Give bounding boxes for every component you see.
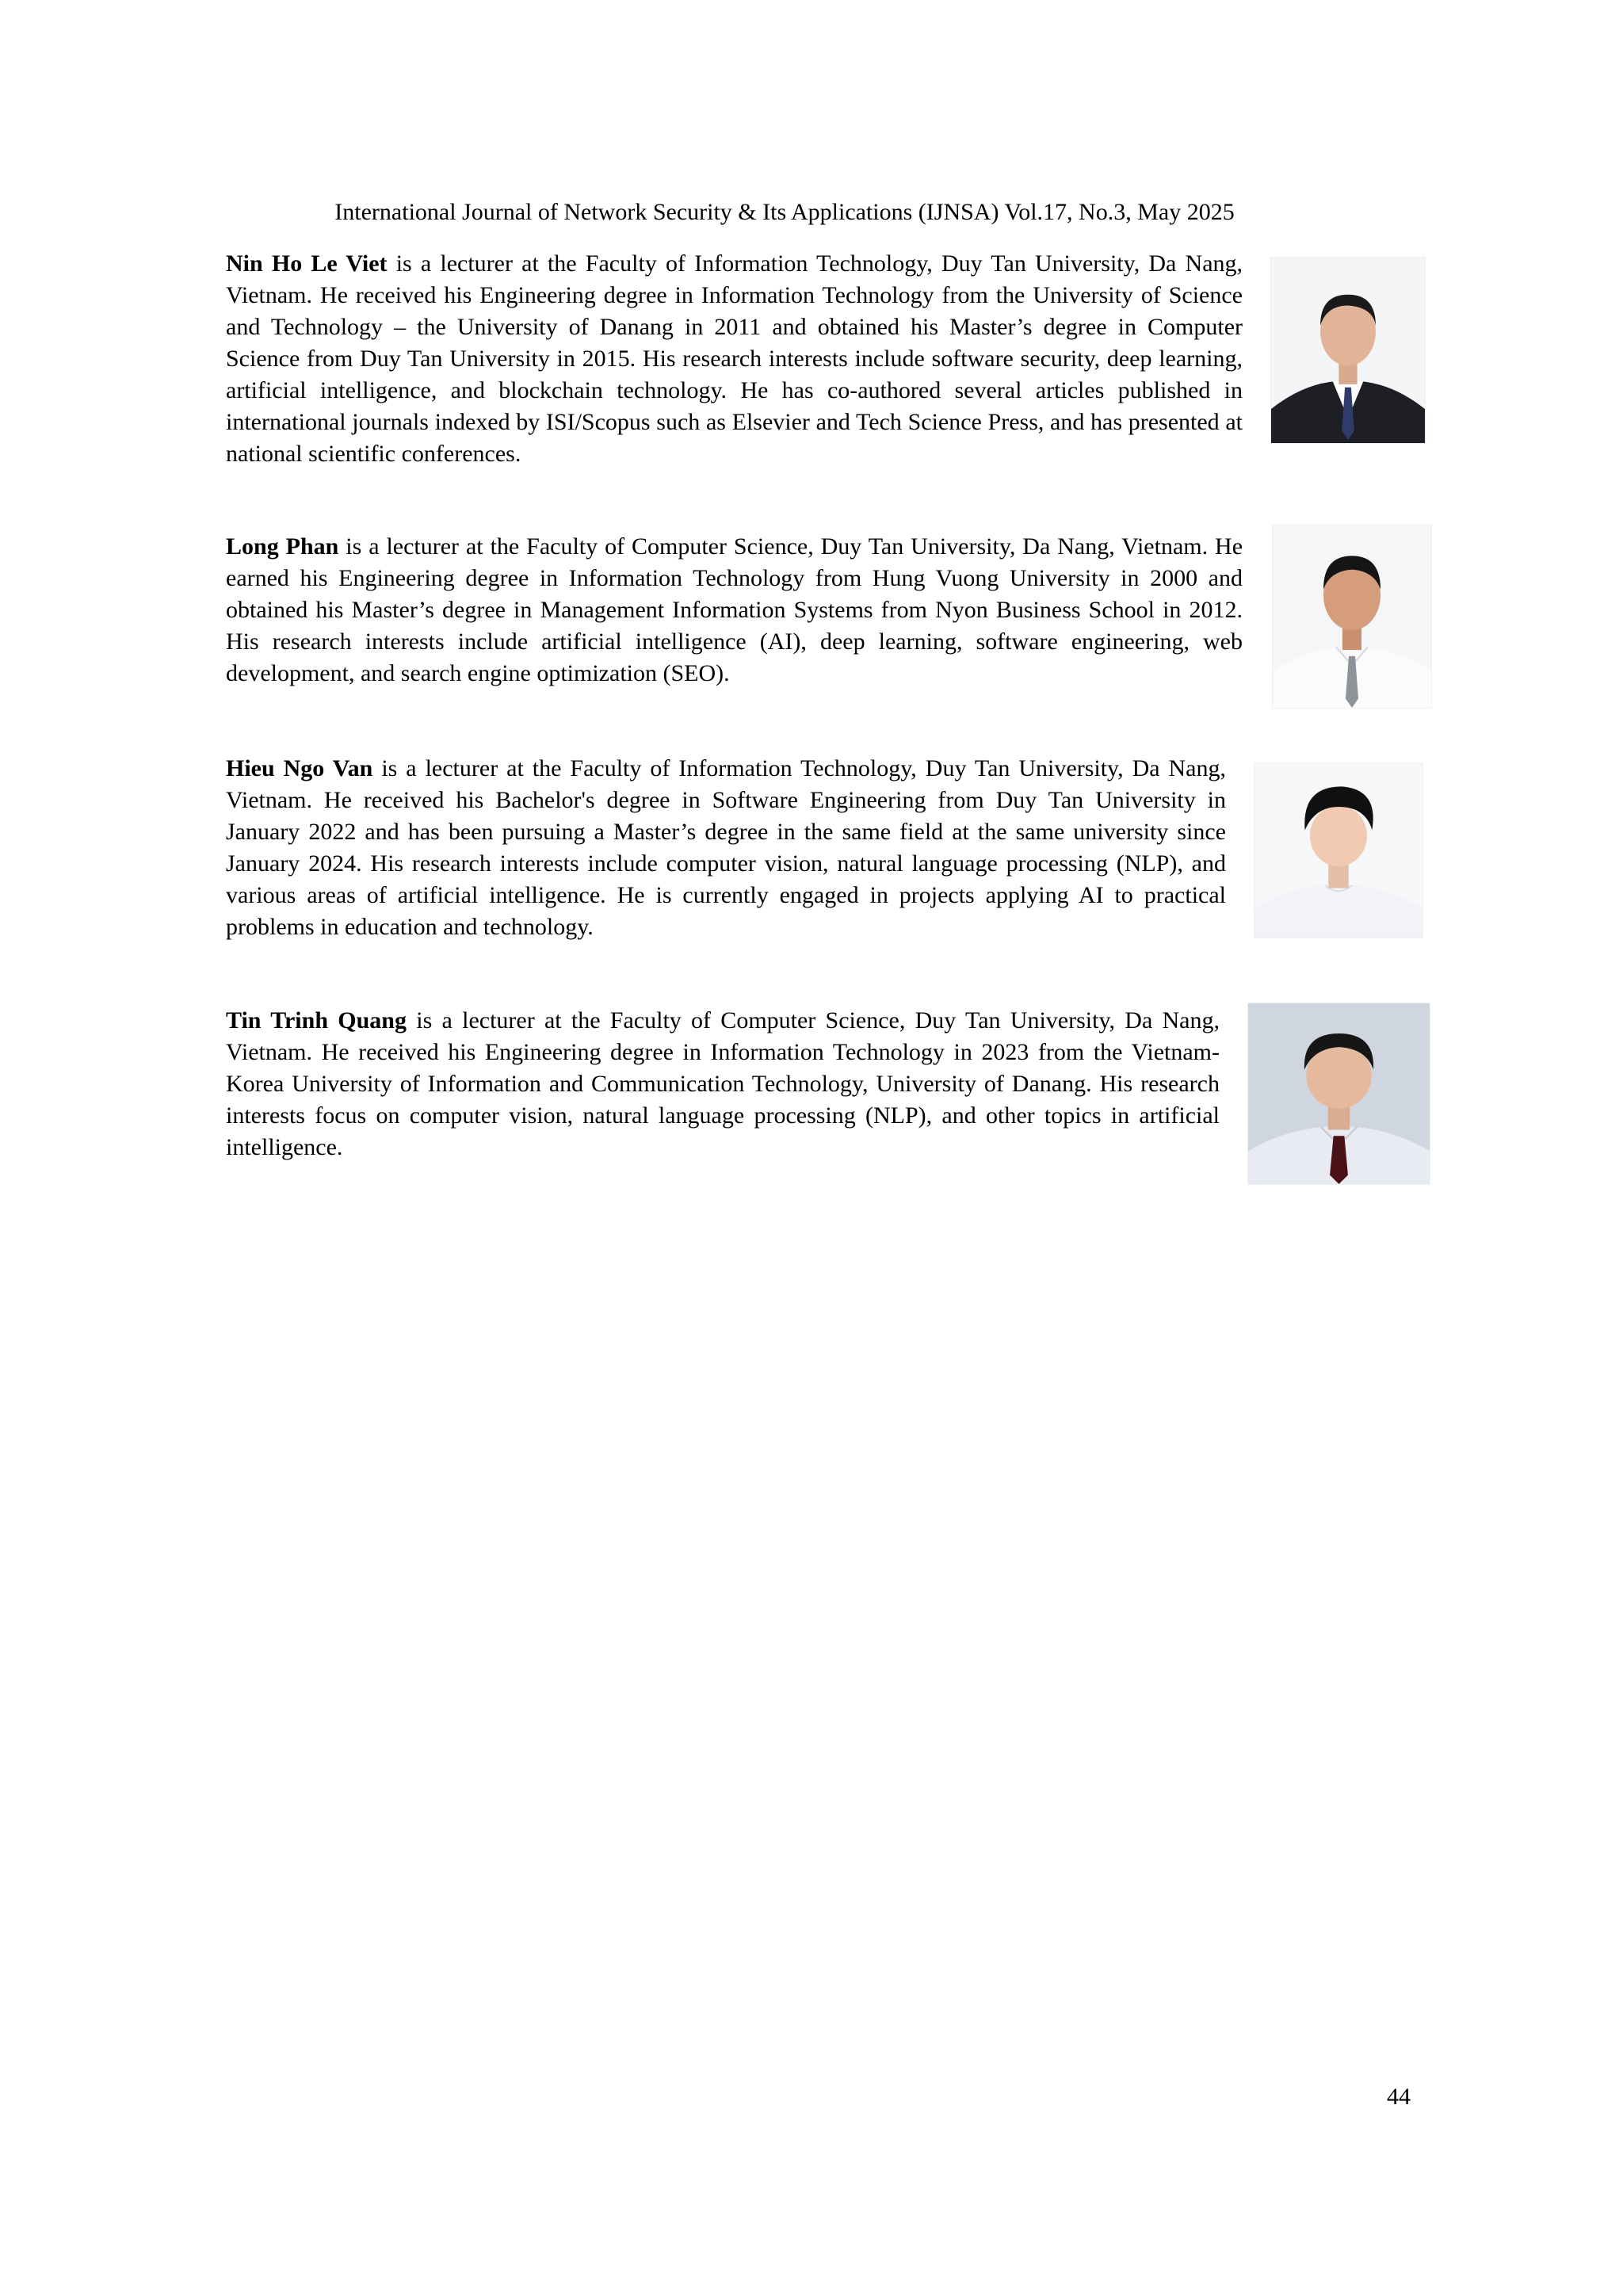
author-name: Long Phan bbox=[226, 533, 339, 560]
journal-header: International Journal of Network Security & Its Applications (IJNSA) Vol.17, No.3, May 2025 bbox=[334, 199, 1235, 225]
author-name: Tin Trinh Quang bbox=[226, 1007, 407, 1033]
author-photo-long-phan bbox=[1273, 525, 1431, 708]
author-photo-tin-trinh-quang bbox=[1248, 1003, 1430, 1184]
author-bio-long-phan bbox=[226, 531, 1243, 690]
author-bio-text: is a lecturer at the Faculty of Information Technology, Duy Tan University, Da Nang, Vietnam. He received his Bachelor's degree in Software Engineering from Duy Tan University in January 2022 and has been pursuing a Master’s degree in the same field at the same university since January 2024. His research interests include computer vision, natural language processing (NLP), and various areas of artificial intelligence. He is currently engaged in projects applying AI to practical problems in education and technology. bbox=[226, 755, 1227, 940]
author-photo-hieu-ngo-van bbox=[1254, 763, 1423, 938]
author-bio-text: is a lecturer at the Faculty of Information Technology, Duy Tan University, Da Nang, Vietnam. He received his Engineering degree in Information Technology from the University of Science and Technology – the University of Danang in 2011 and obtained his Master’s degree in Computer Science from Duy Tan University in 2015. His research interests include software security, deep learning, artificial intelligence, and blockchain technology. He has co-authored several articles published in international journals indexed by ISI/Scopus such as Elsevier and Tech Science Press, and has presented at national scientific conferences. bbox=[226, 250, 1243, 467]
author-photo-nin-ho-le-viet bbox=[1271, 258, 1425, 443]
author-bio-text: is a lecturer at the Faculty of Computer Science, Duy Tan University, Da Nang, Vietnam. He received his Engineering degree in Information Technology in 2023 from the Vietnam-Korea University of Information and Communication Technology, University of Danang. His research interests focus on computer vision, natural language processing (NLP), and other topics in artificial intelligence. bbox=[226, 1007, 1220, 1160]
author-name: Nin Ho Le Viet bbox=[226, 250, 388, 277]
author-bio-hieu-ngo-van bbox=[226, 753, 1226, 943]
author-bio-nin-ho-le-viet bbox=[226, 248, 1243, 470]
page-number: 44 bbox=[1387, 2084, 1411, 2110]
author-bio-tin-trinh-quang bbox=[226, 1005, 1220, 1163]
author-bio-text: is a lecturer at the Faculty of Computer Science, Duy Tan University, Da Nang, Vietnam. He earned his Engineering degree in Information Technology from Hung Vuong University in 2000 and obtained his Master’s degree in Management Information Systems from Nyon Business School in 2012. His research interests include artificial intelligence (AI), deep learning, software engineering, web development, and search engine optimization (SEO). bbox=[226, 533, 1243, 686]
author-name: Hieu Ngo Van bbox=[226, 755, 373, 781]
